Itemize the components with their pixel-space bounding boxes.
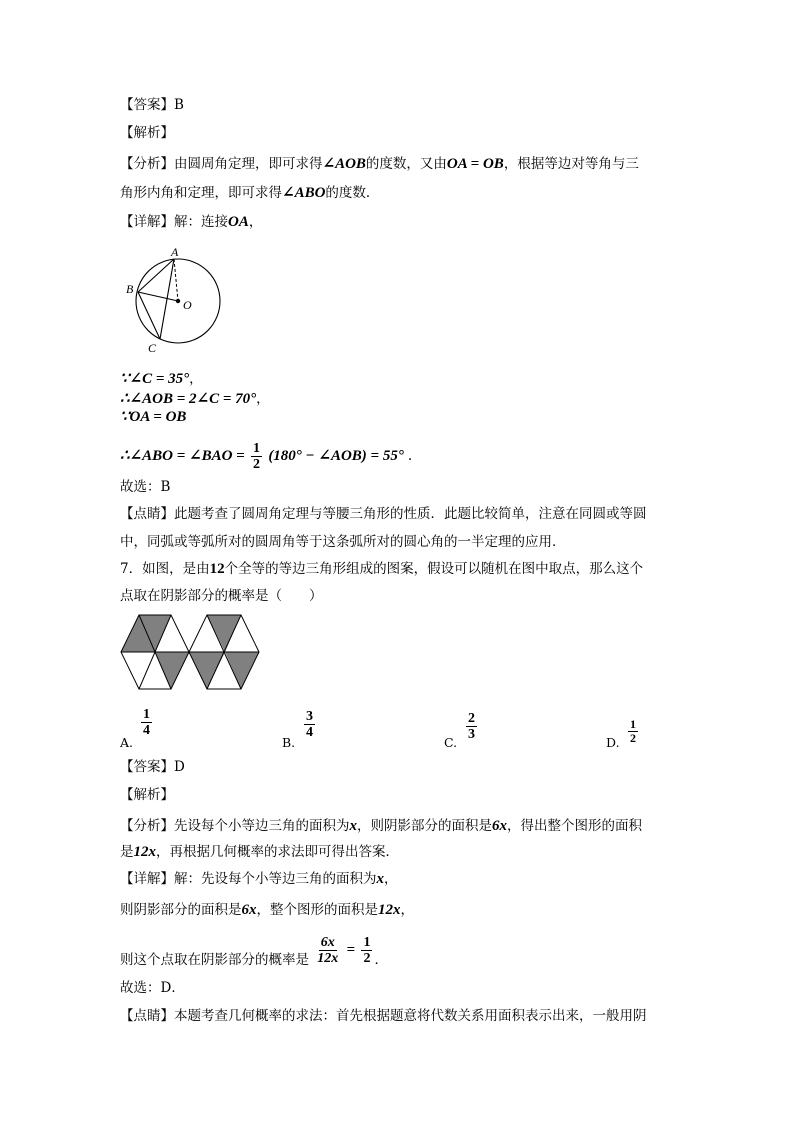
math-12x: 12x — [378, 902, 401, 918]
q6-choose — [120, 478, 170, 496]
detail-text: 则这个点取在阴影部分的概率是 — [120, 952, 309, 968]
analysis-tag: 【解析】 — [120, 125, 174, 141]
answer-tag: 【答案】 — [120, 97, 174, 113]
q7-analysis-heading — [120, 786, 174, 804]
option-c-label[interactable]: C. — [444, 735, 458, 750]
math-angle-abo: ∠ABO — [282, 185, 326, 201]
detail-text: 解：先设每个小等边三角的面积为 — [174, 871, 377, 887]
step-2 — [120, 390, 270, 408]
q6-comment-line2 — [120, 533, 566, 551]
step-4 — [120, 438, 412, 474]
punct: ， — [256, 391, 270, 407]
math-step2: ∴∠AOB = 2∠C = 70° — [120, 391, 257, 407]
fenxi-text: ，得出整个图形的面积 — [507, 818, 642, 834]
math-oa-eq-ob: OA = OB — [446, 156, 504, 172]
frac-den: 12x — [317, 951, 339, 966]
q6-fenxi-line2 — [120, 184, 379, 202]
detail-tag: 【详解】 — [120, 214, 174, 230]
option-d-label[interactable]: D. — [606, 735, 620, 750]
q7-stem-line1 — [120, 560, 643, 578]
frac-den: 2 — [253, 457, 261, 472]
answer-value: B — [174, 97, 184, 113]
label-b: B — [126, 282, 134, 296]
punct: ， — [400, 902, 414, 918]
fenxi-text: 先设每个小等边三角的面积为 — [174, 818, 350, 834]
analysis-tag: 【解析】 — [120, 787, 174, 803]
frac-num: 1 — [630, 717, 636, 731]
option-b-fraction[interactable] — [304, 709, 315, 740]
fenxi-tag: 【分析】 — [120, 818, 174, 834]
q7-detail-line2 — [120, 901, 414, 919]
answer-tag: 【答案】 — [120, 759, 174, 775]
label-c: C — [148, 341, 157, 355]
frac-den: 2 — [630, 731, 636, 745]
frac-num: 3 — [306, 709, 313, 724]
fraction-one-half — [361, 935, 372, 966]
math-x: x — [376, 871, 384, 887]
q6-detail-line — [120, 213, 262, 231]
comment-text: 本题考查几何概率的求法：首先根据题意将代数关系用面积表示出来，一般用阴 — [174, 1008, 647, 1024]
math-6x: 6x — [492, 818, 507, 834]
comment-tag: 【点睛】 — [120, 506, 174, 522]
stem-text: 7．如图，是由 — [120, 561, 210, 577]
segment-bo — [138, 292, 178, 301]
fraction-one-half — [251, 441, 262, 472]
segment-oa-dashed — [174, 259, 178, 301]
punct: . — [407, 448, 413, 464]
math-step1: ∵∠C = 35° — [120, 371, 190, 387]
comment-text: 此题考查了圆周角定理与等腰三角形的性质．此题比较简单，注意在同圆或等圆 — [174, 506, 647, 522]
answer-value: D — [174, 759, 185, 775]
math-oa: OA — [228, 214, 249, 230]
shaded-triangle — [225, 652, 259, 689]
fenxi-text: 角形内角和定理，即可求得 — [120, 185, 282, 201]
frac-num: 1 — [363, 935, 371, 950]
option-a-label[interactable]: A. — [120, 735, 134, 750]
fraction-6x-over-12x — [315, 935, 340, 966]
equals-sign: = — [346, 942, 356, 958]
detail-text: 解：连接 — [174, 214, 228, 230]
q7-choose — [120, 979, 185, 997]
shaded-triangle — [207, 615, 241, 652]
q6-answer-line — [120, 96, 184, 114]
frac-num: 2 — [468, 711, 475, 726]
q7-fenxi-line2 — [120, 843, 399, 861]
hexagon-pattern-figure — [119, 613, 261, 693]
fenxi-text: ，则阴影部分的面积是 — [357, 818, 492, 834]
q6-comment-line1 — [120, 505, 647, 523]
shaded-triangle — [155, 652, 189, 689]
frac-num: 1 — [143, 707, 150, 722]
option-b-label[interactable]: B. — [282, 735, 296, 750]
frac-den: 2 — [363, 951, 371, 966]
fenxi-text: 是 — [120, 844, 134, 860]
math-step4-post: (180° − ∠AOB) = 55° — [268, 448, 404, 464]
punct: ， — [189, 371, 203, 387]
option-a-fraction[interactable] — [141, 707, 152, 738]
stem-text: 个全等的等边三角形组成的图案，假设可以随机在图中取点，那么这个 — [224, 561, 644, 577]
step-1 — [120, 370, 203, 388]
choose-text: 故选：D． — [120, 980, 185, 996]
punct: ， — [384, 871, 398, 887]
math-angle-aob: ∠AOB — [322, 156, 366, 172]
fenxi-tag: 【分析】 — [120, 156, 174, 172]
fenxi-text: 的度数． — [325, 185, 380, 201]
frac-den: 3 — [468, 727, 475, 742]
q7-detail-line3 — [120, 932, 388, 978]
circle-figure — [120, 242, 230, 358]
step-3 — [120, 408, 186, 426]
frac-num: 6x — [320, 935, 335, 950]
option-d-fraction[interactable] — [628, 718, 638, 745]
frac-den: 4 — [306, 725, 313, 740]
math-12: 12 — [209, 561, 225, 577]
punct: ， — [248, 214, 263, 230]
label-o: O — [183, 298, 192, 312]
q7-detail-line1 — [120, 870, 398, 888]
math-6x: 6x — [241, 902, 257, 918]
math-x: x — [349, 818, 357, 834]
punct: ． — [374, 952, 388, 968]
math-step3: ∵OA = OB — [120, 409, 187, 425]
detail-text: ，整个图形的面积是 — [256, 902, 378, 918]
shaded-triangle — [189, 652, 225, 689]
math-step4-pre: ∴∠ABO = ∠BAO = — [120, 448, 245, 464]
frac-num: 1 — [253, 441, 261, 456]
frac-den: 4 — [143, 723, 150, 738]
detail-tag: 【详解】 — [120, 871, 174, 887]
q6-fenxi-line1 — [120, 155, 639, 173]
q7-fenxi-line1 — [120, 817, 642, 835]
label-a: A — [171, 245, 179, 259]
fenxi-text: ，再根据几何概率的求法即可得出答案． — [156, 844, 399, 860]
stem-text: 点取在阴影部分的概率是（ ） — [120, 588, 323, 604]
choose-text: 故选：B — [120, 479, 171, 495]
detail-text: 则阴影部分的面积是 — [120, 902, 242, 918]
fenxi-text: 的度数，又由 — [365, 156, 447, 172]
math-12x: 12x — [133, 844, 156, 860]
comment-tag: 【点睛】 — [120, 1008, 174, 1024]
point-o — [176, 299, 180, 303]
fenxi-text: ，根据等边对等角与三 — [503, 156, 639, 172]
comment-text: 中，同弧或等弧所对的圆周角等于这条弧所对的圆心角的一半定理的应用． — [120, 534, 566, 550]
q6-analysis-heading — [120, 124, 174, 142]
fenxi-text: 由圆周角定理，即可求得 — [174, 156, 323, 172]
q7-answer-line — [120, 758, 185, 776]
option-c-fraction[interactable] — [466, 711, 477, 742]
q7-comment-line1 — [120, 1007, 647, 1025]
q7-stem-line2 — [120, 587, 323, 605]
